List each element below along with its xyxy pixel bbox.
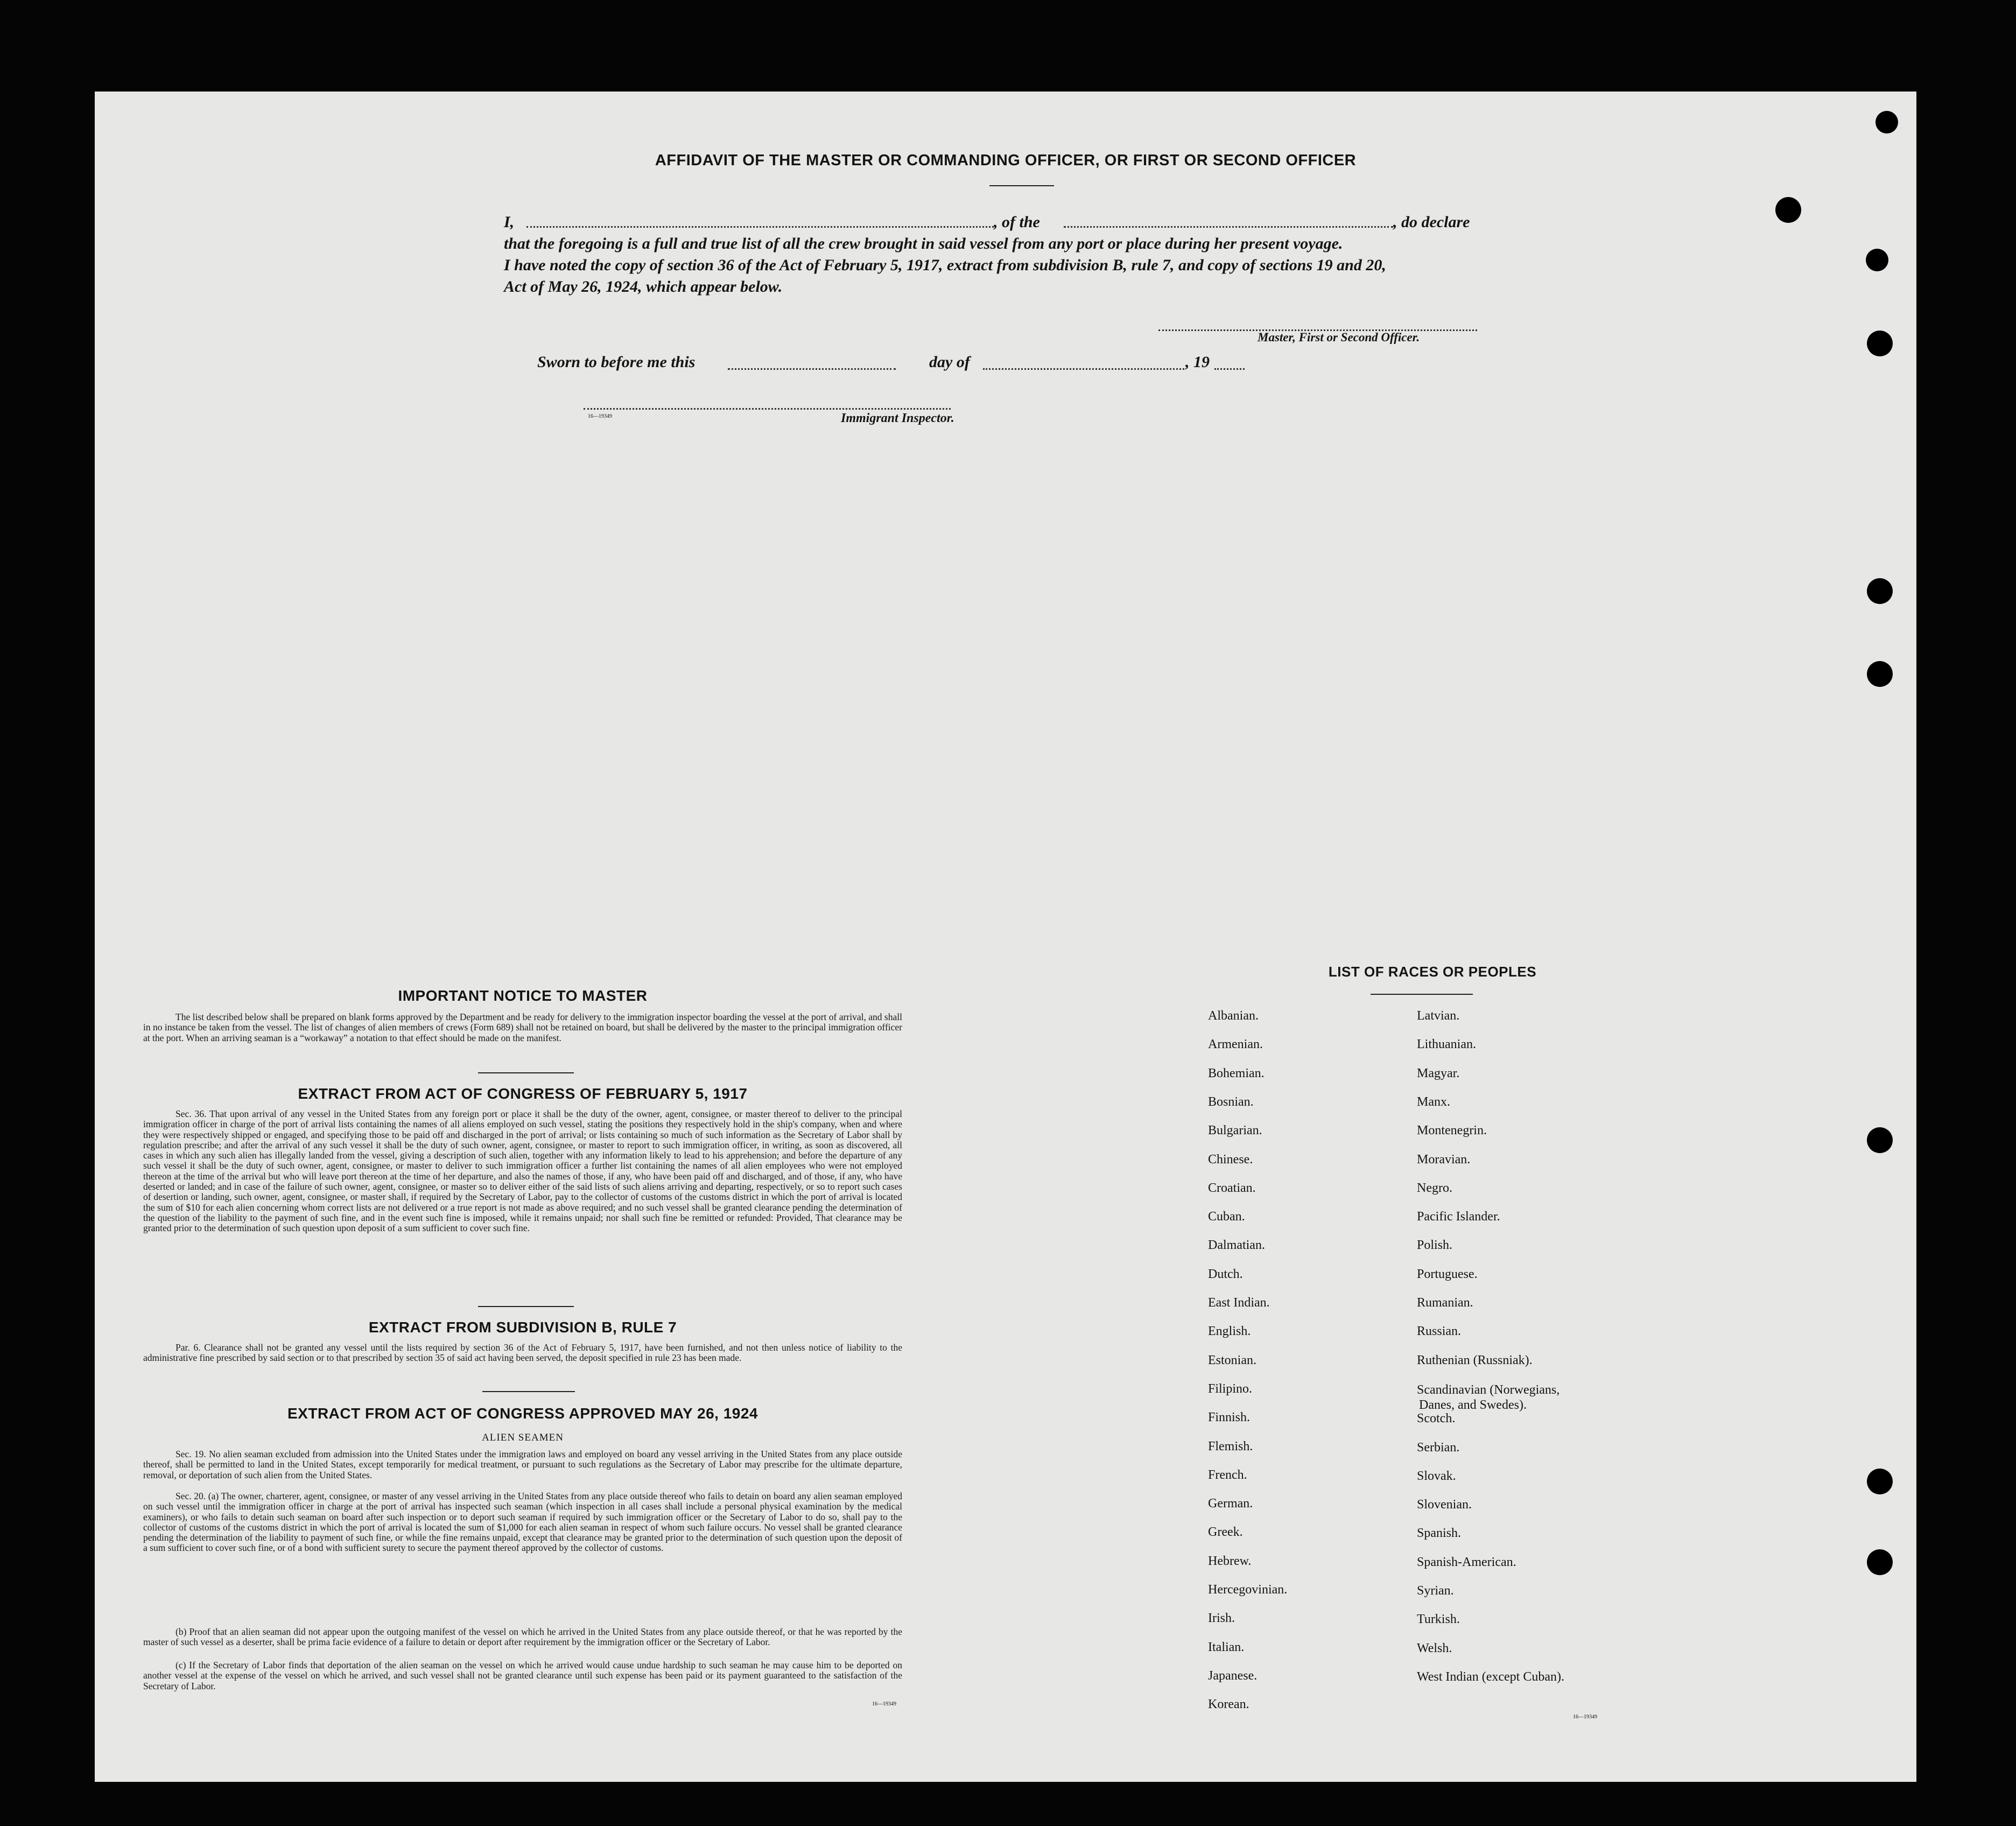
punch-hole xyxy=(1867,578,1893,604)
race-list-item: Portuguese. xyxy=(1417,1267,1478,1281)
notice-title: IMPORTANT NOTICE TO MASTER xyxy=(398,987,648,1004)
divider xyxy=(478,1306,574,1307)
race-list-item: Serbian. xyxy=(1417,1440,1460,1455)
extract-rule7-text: Par. 6. Clearance shall not be granted any vessel until the lists required by section 36 of the Act of February 5, 1917, have been furnished, and not then unless notice of liability to the administrative fine prescribed by said section or to that prescribed by section 35 of said act having been served, the deposit specified in rule 23 has been made. xyxy=(143,1342,902,1364)
sworn-year-field[interactable] xyxy=(1214,368,1245,370)
race-list-item: Croatian. xyxy=(1208,1181,1256,1195)
race-list-item: Ruthenian (Russniak). xyxy=(1417,1353,1533,1367)
extract-1924-title: EXTRACT FROM ACT OF CONGRESS APPROVED MAY 26, 1924 xyxy=(287,1405,758,1422)
extract-1924-sec20a: Sec. 20. (a) The owner, charterer, agent, consignee, or master of any vessel arriving in the United States from any place outside thereof who fails to detain on board any alien seaman employed on such vessel until the immigration officer in charge at the port of arrival has inspected such seaman (which inspection in all cases shall include a personal physical examination by the medical examiners), or who fails to detain such seaman on board after such inspection or to deport such seaman if required by such immigration officer or the Secretary of Labor to do so, shall pay to the collector of customs of the customs district in which the port of arrival is located the sum of $1,000 for each alien seaman in respect of whom such failure occurs. No vessel shall be granted clearance pending the determination of the liability to payment of such fine, or while the fine remains unpaid, except that clearance may be granted prior to the determination of such question upon the deposit of a sum sufficient to cover such fine, or of a bond with sufficient surety to secure the payment thereof approved by the collector of customs. xyxy=(143,1491,902,1554)
punch-hole xyxy=(1866,249,1888,271)
inspector-form-number: 16—19349 xyxy=(588,413,612,419)
race-list-item: Lithuanian. xyxy=(1417,1037,1476,1052)
race-list-item: Dutch. xyxy=(1208,1267,1243,1281)
punch-hole xyxy=(1867,661,1893,687)
document-page xyxy=(95,92,1916,1782)
race-list-item: Syrian. xyxy=(1417,1584,1454,1598)
races-title: LIST OF RACES OR PEOPLES xyxy=(1328,964,1537,980)
affidavit-line2: that the foregoing is a full and true list of all the crew brought in said vessel from any port or place during her present voyage. xyxy=(504,235,1343,252)
inspector-caption: Immigrant Inspector. xyxy=(841,411,954,425)
punch-hole xyxy=(1867,1469,1893,1494)
race-list-item: West Indian (except Cuban). xyxy=(1417,1669,1564,1684)
race-list-item: Albanian. xyxy=(1208,1009,1259,1023)
race-list-item: Armenian. xyxy=(1208,1037,1263,1052)
race-list-item: Russian. xyxy=(1417,1324,1462,1339)
race-list-item: Spanish. xyxy=(1417,1526,1462,1541)
sworn-day-label: day of xyxy=(929,353,970,371)
extract-1924-sec20c: (c) If the Secretary of Labor finds that deportation of the alien seaman on the vessel on which he arrived would cause undue hardship to such seaman he may cause him to be deported on another vessel at the expense of the vessel on which he arrived, and such vessel shall not be granted clearance until such expense has been paid or its payment guaranteed to the satisfaction of the Secretary of Labor. xyxy=(143,1660,902,1691)
affidavit-line3: I have noted the copy of section 36 of the Act of February 5, 1917, extract from subdivision B, rule 7, and copy of sections 19 and 20, xyxy=(504,256,1386,274)
race-list-item: Spanish-American. xyxy=(1417,1555,1516,1569)
extract-1917-text: Sec. 36. That upon arrival of any vessel in the United States from any foreign port or place it shall be the duty of the owner, agent, consignee, or master thereof to deliver to the principal immigration officer in charge of the port of arrival lists containing the names of all aliens employed on such vessel, stating the positions they respectively hold in the ship's company, when and where they were respectively shipped or engaged, and specifying those to be paid off and discharged in the port of arrival; or lists containing so much of such information as the Secretary of Labor shall by regulation prescribe; and after the arrival of any such vessel it shall be the duty of such owner, agent, consignee, or master to report to such immigration officer, in writing, as soon as discovered, all cases in which any such alien has illegally landed from the vessel, giving a description of such alien, together with any information likely to lead to his apprehension; and before the departure of any such vessel it shall be the duty of such owner, agent, consignee, or master to deliver to such immigration officer a further list containing the names of all alien employees who were not employed thereon at the time of the arrival but who will leave port thereon at the time of her departure, and also the names of those, if any, who have been paid off and discharged, and of those, if any, who have deserted or landed; and in case of the failure of such owner, agent, consignee, or master so to deliver either of the said lists of such aliens arriving and departing, respectively, or so to report such cases of desertion or landing, such owner, agent, consignee, or master shall, if required by the Secretary of Labor, pay to the collector of customs of the customs district in which the port of arrival is located the sum of $10 for each alien concerning whom correct lists are not delivered or a true report is not made as above required; and no such vessel shall be granted clearance pending the determination of the question of the liability to the payment of such fine, and in the event such fine is imposed, while it remains unpaid; nor shall such fine be remitted or refunded: Provided, That clearance may be granted prior to the determination of such question upon deposit of a sum sufficient to cover such fine. xyxy=(143,1108,902,1234)
races-title-underline xyxy=(1371,994,1473,995)
race-list-item: Moravian. xyxy=(1417,1152,1471,1167)
race-list-item: East Indian. xyxy=(1208,1296,1270,1310)
signature-caption: Master, First or Second Officer. xyxy=(1258,331,1420,344)
punch-hole xyxy=(1867,331,1893,356)
race-list-item: Filipino. xyxy=(1208,1381,1253,1396)
race-list-item: Estonian. xyxy=(1208,1353,1256,1367)
inspector-signature-line[interactable] xyxy=(584,408,951,410)
race-list-item: Manx. xyxy=(1417,1094,1450,1109)
race-list-item: Flemish. xyxy=(1208,1439,1253,1453)
race-list-item: Negro. xyxy=(1417,1181,1452,1195)
race-list-item: Polish. xyxy=(1417,1238,1453,1253)
race-list-item: Cuban. xyxy=(1208,1210,1245,1224)
race-list-item: Italian. xyxy=(1208,1640,1245,1654)
divider xyxy=(482,1391,575,1392)
race-list-item: Japanese. xyxy=(1208,1668,1258,1683)
sworn-start: Sworn to before me this xyxy=(537,353,696,371)
affidavit-line1-start: I, xyxy=(504,213,515,231)
race-list-item: Finnish. xyxy=(1208,1410,1251,1425)
races-form-number: 16—19349 xyxy=(1573,1714,1597,1720)
race-list-item: Hebrew. xyxy=(1208,1554,1252,1568)
race-list-item: Turkish. xyxy=(1417,1612,1460,1627)
punch-hole xyxy=(1775,197,1801,223)
divider xyxy=(478,1072,574,1073)
sworn-month-field[interactable] xyxy=(983,368,1184,370)
race-list-item: Hercegovinian. xyxy=(1208,1583,1288,1597)
race-list-item: Magyar. xyxy=(1417,1066,1460,1080)
punch-hole xyxy=(1867,1127,1893,1153)
punch-hole xyxy=(1867,1549,1893,1575)
extract-1924-sec19: Sec. 19. No alien seaman excluded from admission into the United States under the immigration laws and employed on board any vessel arriving in the United States from any place outside thereof, shall be permitted to land in the United States, except temporarily for medical treatment, or pursuant to such regulations as the Secretary of Labor may prescribe for the ultimate departure, removal, or deportation of such alien from the United States. xyxy=(143,1449,902,1480)
extract-rule7-title: EXTRACT FROM SUBDIVISION B, RULE 7 xyxy=(368,1319,677,1336)
extract-1917-title: EXTRACT FROM ACT OF CONGRESS OF FEBRUARY 5, 1917 xyxy=(298,1085,748,1102)
race-list-item: Chinese. xyxy=(1208,1152,1253,1167)
race-list-item: German. xyxy=(1208,1497,1253,1511)
race-list-item: Montenegrin. xyxy=(1417,1123,1487,1138)
extract-1924-subtitle: ALIEN SEAMEN xyxy=(482,1432,564,1443)
race-list-item: French. xyxy=(1208,1467,1247,1482)
race-list-item: Welsh. xyxy=(1417,1641,1452,1655)
race-list-item: Slovak. xyxy=(1417,1469,1456,1483)
race-list-item: Dalmatian. xyxy=(1208,1238,1265,1253)
race-list-item: Korean. xyxy=(1208,1697,1249,1712)
notice-text: The list described below shall be prepared on blank forms approved by the Department and be ready for delivery to the immigration inspector boarding the vessel at the port of arrival, and shall in no instance be taken from the vessel. The list of changes of alien members of crews (Form 689) shall not be retained on board, but shall be delivered by the master to the principal immigration officer at the port. When an arriving seaman is a “workaway” a notation to that effect should be made on the manifest. xyxy=(143,1012,902,1043)
punch-hole xyxy=(1875,111,1898,134)
race-list-item: Latvian. xyxy=(1417,1009,1460,1023)
affidavit-line1-end: , do declare xyxy=(1393,213,1470,231)
race-list-item: Rumanian. xyxy=(1417,1296,1473,1310)
race-list-item: Irish. xyxy=(1208,1611,1235,1626)
title-underline xyxy=(989,185,1054,186)
race-list-item: Bosnian. xyxy=(1208,1094,1254,1109)
extract-form-number: 16—19349 xyxy=(872,1701,896,1707)
affidavit-line1-mid: , of the xyxy=(994,213,1040,231)
extract-1924-sec20b: (b) Proof that an alien seaman did not appear upon the outgoing manifest of the vessel on which he arrived in the United States from any place outside thereof, or that he was reported by the master of such vessel as a deserter, shall be prima facie evidence of a failure to detain or deport after requirement by the immigration officer or the Secretary of Labor. xyxy=(143,1626,902,1648)
race-list-item: Scandinavian (Norwegians, xyxy=(1417,1382,1560,1397)
race-list-item: Slovenian. xyxy=(1417,1498,1472,1512)
race-list-item: Pacific Islander. xyxy=(1417,1210,1500,1224)
affidavit-line4: Act of May 26, 1924, which appear below. xyxy=(504,278,783,296)
declarant-name-field[interactable] xyxy=(526,226,994,228)
race-list-item: English. xyxy=(1208,1324,1251,1339)
sworn-day-field[interactable] xyxy=(728,368,896,370)
vessel-name-field[interactable] xyxy=(1064,226,1393,228)
race-list-item: Greek. xyxy=(1208,1525,1243,1540)
race-list-item: Scotch. xyxy=(1417,1411,1456,1426)
affidavit-title: AFFIDAVIT OF THE MASTER OR COMMANDING OFFICER, OR FIRST OR SECOND OFFICER xyxy=(655,152,1357,169)
race-list-item: Danes, and Swedes). xyxy=(1419,1397,1527,1412)
race-list-item: Bulgarian. xyxy=(1208,1123,1262,1138)
race-list-item: Bohemian. xyxy=(1208,1066,1265,1080)
sworn-year-label: , 19 xyxy=(1185,353,1210,371)
